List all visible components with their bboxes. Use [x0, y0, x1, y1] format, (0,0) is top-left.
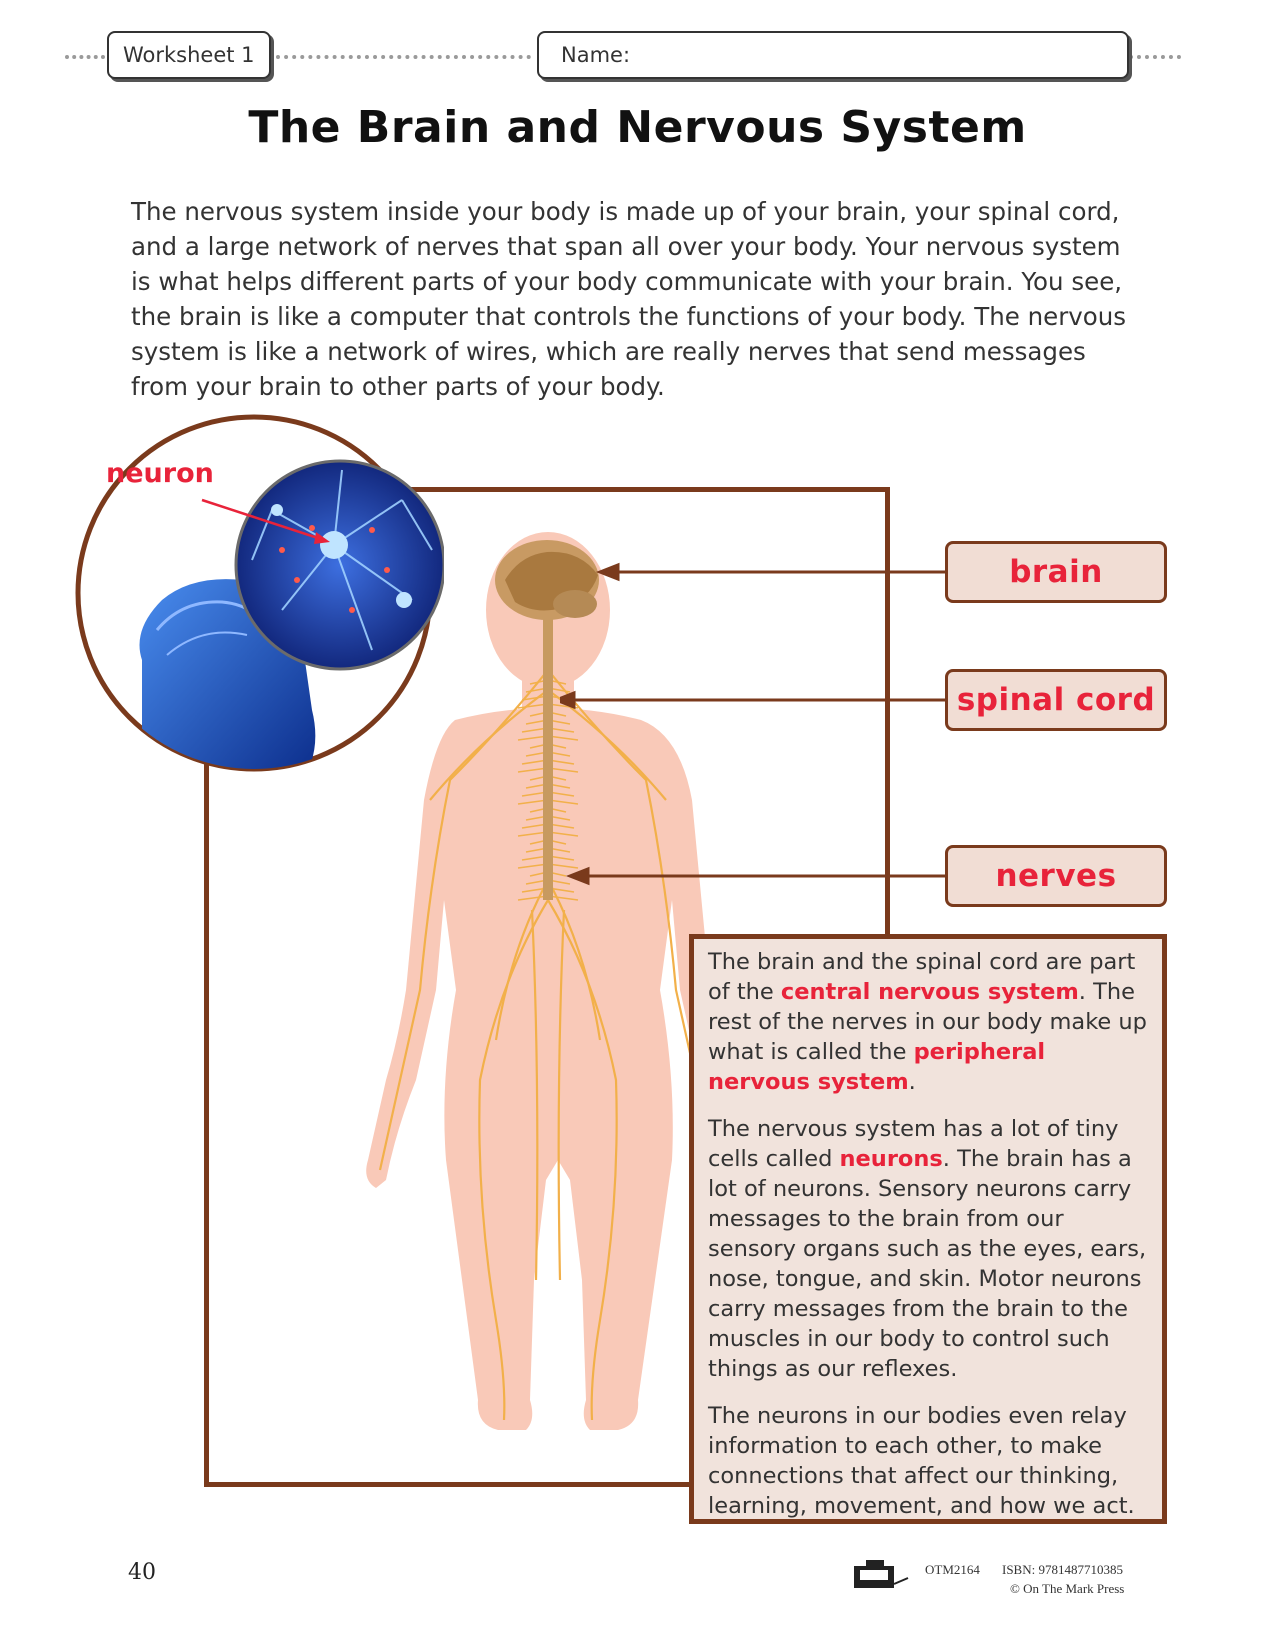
text-span: . The rest of the nerves in our body make up what is called the: [708, 979, 1147, 1065]
header-dots-right: [1129, 55, 1181, 59]
neuron-inset: [72, 410, 444, 782]
paragraph-cns: [708, 947, 1154, 1097]
highlight-central-nervous-system: central nervous system: [780, 979, 1079, 1005]
info-textbox: [689, 934, 1167, 1524]
footer-copyright: © On The Mark Press: [1010, 1581, 1125, 1596]
nerves-label: nerves: [945, 845, 1167, 907]
footer-isbn: ISBN: 9781487710385: [1002, 1562, 1123, 1577]
intro-paragraph: The nervous system inside your body is made up of your brain, your spinal cord, and a large network of nerves that span all over your body. Your nervous system is what helps different parts of your body communicate with your brain. You see, the brain is like a computer that controls the functions of your body. The nervous system is like a network of wires, which are really nerves that send messages from your brain to other parts of your body.: [131, 197, 1127, 401]
name-label: Name:: [561, 43, 631, 67]
worksheet-label: Worksheet 1: [123, 43, 255, 67]
paragraph-relay: The neurons in our bodies even relay information to each other, to make connections that affect our thinking, learning, movement, and how we act.: [708, 1403, 1135, 1519]
highlight-neurons: neurons: [839, 1146, 943, 1172]
publisher-logo-icon: [852, 1558, 912, 1592]
footer-code: OTM2164: [925, 1562, 980, 1577]
page-title: The Brain and Nervous System: [248, 102, 1027, 153]
text-span: .: [908, 1069, 916, 1095]
neuron-label: neuron: [106, 458, 214, 489]
label-arrows: [560, 540, 960, 890]
spinal-cord-label: spinal cord: [945, 669, 1167, 731]
name-field[interactable]: [537, 31, 1129, 79]
paragraph-neurons: [708, 1114, 1154, 1384]
header-dots-left: [65, 55, 105, 59]
text-span: The brain and the spinal cord are part of the: [708, 949, 1136, 1005]
highlight-peripheral-nervous-system: peripheral nervous system: [708, 1039, 1046, 1095]
header-dots-middle: [276, 55, 531, 59]
page-number: 40: [128, 1560, 156, 1585]
text-span: The nervous system has a lot of tiny cells called: [708, 1116, 1119, 1172]
brain-label: brain: [945, 541, 1167, 603]
worksheet-tab: [107, 31, 271, 79]
text-span: . The brain has a lot of neurons. Sensory neurons carry messages to the brain from our sensory organs such as the eyes, ears, nose, tongue, and skin. Motor neurons carry messages from the brain to the muscles in our body to control such things as our reflexes.: [708, 1146, 1147, 1382]
